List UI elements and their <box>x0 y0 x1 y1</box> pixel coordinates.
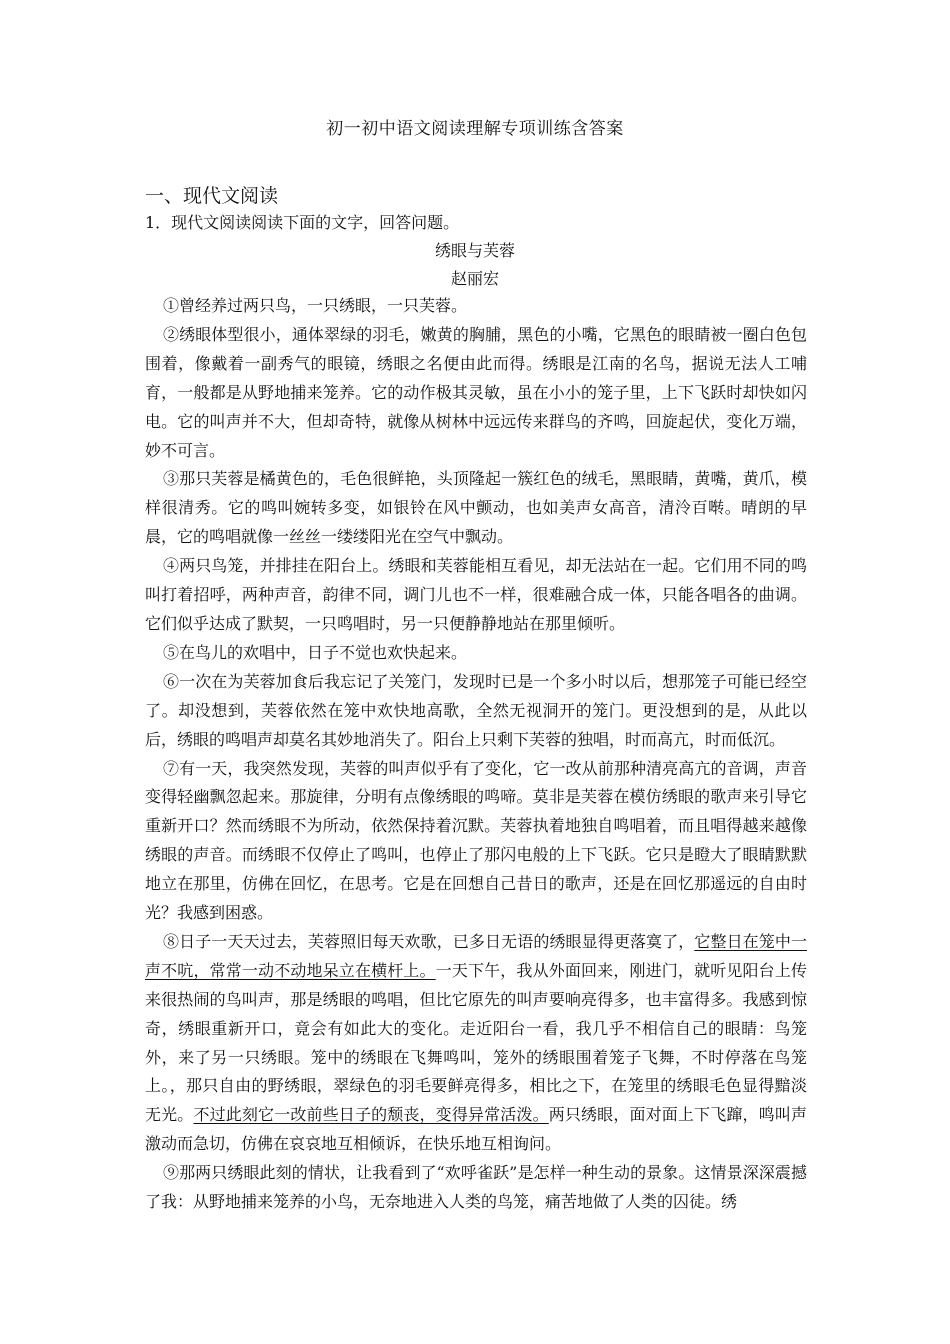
paragraph-6: ⑥一次在为芙蓉加食后我忘记了关笼门，发现时已是一个多小时以后，想那笼子可能已经空了。却没想到，芙蓉依然在笼中欢快地高歌，全然无视洞开的笼门。更没想到的是，从此以后，绣眼的鸣唱声却莫名其妙地消失了。阳台上只剩下芙蓉的独唱，时而高亢，时而低沉。 <box>145 671 807 749</box>
paragraph-9: ⑨那两只绣眼此刻的情状，让我看到了“欢呼雀跃”是怎样一种生动的景象。这情景深深震撼了我：从野地捕来笼养的小鸟，无奈地进入人类的鸟笼，痛苦地做了人类的囚徒。绣 <box>145 1163 807 1212</box>
section-heading: 一、现代文阅读 <box>145 185 279 207</box>
article-body <box>145 292 807 1217</box>
article-title: 绣眼与芙蓉 <box>434 241 515 260</box>
underlined-sentence-2: 不过此刻它一改前些日子的颓丧，变得异常活泼。 <box>193 1105 549 1125</box>
paragraph-2: ②绣眼体型很小，通体翠绿的羽毛，嫩黄的胸脯，黑色的小嘴，它黑色的眼睛被一圈白色包围着，像戴着一副秀气的眼镜，绣眼之名便由此而得。绣眼是江南的名鸟，据说无法人工哺育，一般都是从野地捕来笼养。它的动作极其灵敏，虽在小小的笼子里，上下飞跃时却快如闪电。它的叫声并不大，但却奇特，就像从树林中远远传来群鸟的齐鸣，回旋起伏，变化万端，妙不可言。 <box>145 324 807 460</box>
document-title: 初一初中语文阅读理解专项训练含答案 <box>326 119 624 139</box>
underlined-sentence-1: 它整日在笼中一声不吭，常常一动不动地呆立在横杆上。 <box>145 931 807 980</box>
paragraph-8 <box>145 928 807 1159</box>
paragraph-5: ⑤在鸟儿的欢唱中，日子不觉也欢快起来。 <box>163 642 468 662</box>
paragraph-8-part-c: 两只绣眼，面对面上下飞蹿，鸣叫声激动而急切，仿佛在哀哀地互相倾诉，在快乐地互相询问。 <box>145 1105 807 1154</box>
paragraph-8-part-a: ⑧日子一天天过去，芙蓉照旧每天欢歌，已多日无语的绣眼显得更落寞了， <box>163 931 695 951</box>
paragraph-8-part-b: 一天下午，我从外面回来，刚进门，就听见阳台上传来很热闹的鸟叫声，那是绣眼的鸣唱，但比它原先的叫声要响亮得多，也丰富得多。我感到惊奇，绣眼重新开口，竟会有如此大的变化。走近阳台一看，我几乎不相信自己的眼睛：鸟笼外，来了另一只绣眼。笼中的绣眼在飞舞鸣叫，笼外的绣眼围着笼子飞舞，不时停落在鸟笼上。，那只自由的野绣眼，翠绿色的羽毛要鲜亮得多，相比之下，在笼里的绣眼毛色显得黯淡无光。 <box>145 960 807 1125</box>
paragraph-3: ③那只芙蓉是橘黄色的，毛色很鲜艳，头顶隆起一簇红色的绒毛，黑眼睛，黄嘴，黄爪，模样很清秀。它的鸣叫婉转多变，如银铃在风中颤动，也如美声女高音，清泠百啭。晴朗的早晨，它的鸣唱就像一丝丝一缕缕阳光在空气中飘动。 <box>145 469 807 547</box>
question-prompt: 1．现代文阅读阅读下面的文字，回答问题。 <box>145 213 460 232</box>
paragraph-7: ⑦有一天，我突然发现，芙蓉的叫声似乎有了变化，它一改从前那种清亮高亢的音调，声音变得轻幽飘忽起来。那旋律，分明有点像绣眼的鸣啼。莫非是芙蓉在模仿绣眼的歌声来引导它重新开口？然而绣眼不为所动，依然保持着沉默。芙蓉执着地独自鸣唱着，而且唱得越来越像绣眼的声音。而绣眼不仅停止了鸣叫，也停止了那闪电般的上下飞跃。它只是瞪大了眼睛默默地立在那里，仿佛在回忆，在思考。它是在回想自己昔日的歌声，还是在回忆那遥远的自由时光？我感到困惑。 <box>145 758 807 923</box>
paragraph-1: ①曾经养过两只鸟，一只绣眼，一只芙蓉。 <box>163 296 468 315</box>
paragraph-4: ④两只鸟笼，并排挂在阳台上。绣眼和芙蓉能相互看见，却无法站在一起。它们用不同的鸣叫打着招呼，两种声音，韵律不同，调门儿也不一样，很难融合成一体，只能各唱各的曲调。它们似乎达成了默契，一只鸣唱时，另一只便静静地站在那里倾听。 <box>145 556 807 633</box>
article-author: 赵丽宏 <box>450 269 499 288</box>
